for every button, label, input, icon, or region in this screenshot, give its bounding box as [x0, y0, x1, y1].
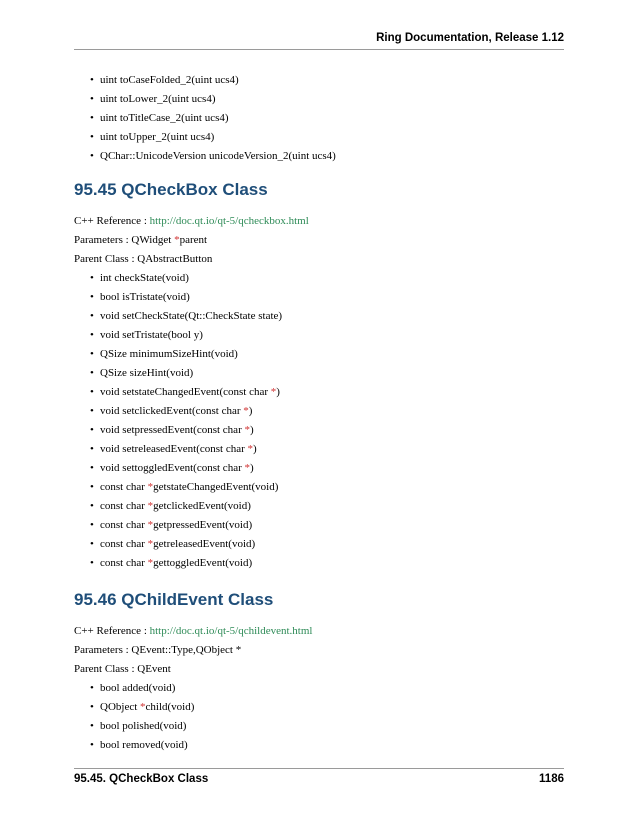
method-text: QObject: [100, 701, 141, 713]
method-text-tail: ): [249, 424, 254, 436]
pointer-star: *: [147, 557, 154, 569]
pointer-star: *: [140, 701, 146, 713]
method-item: [90, 535, 564, 554]
method-text: const char: [100, 500, 148, 512]
cpp-reference: [74, 622, 564, 641]
method-item: [90, 736, 564, 755]
page-header: [74, 32, 564, 50]
page-footer: [74, 768, 564, 785]
pointer-star: *: [244, 462, 250, 474]
pointer-star: *: [147, 519, 154, 531]
reference-label: C++ Reference :: [74, 215, 150, 227]
pointer-star: *: [174, 234, 180, 246]
list-item: • QChar::UnicodeVersion unicodeVersion_2(uint ucs4): [90, 147, 564, 166]
method-text-tail: child(void): [145, 701, 195, 713]
pointer-star: *: [147, 481, 154, 493]
qcheckbox-method-list: [74, 269, 564, 573]
pointer-star: *: [147, 500, 154, 512]
method-text: QSize minimumSizeHint(void): [100, 348, 238, 360]
parent-class: Parent Class : QAbstractButton: [74, 253, 213, 265]
method-text: bool isTristate(void): [100, 291, 190, 303]
qchildevent-method-list: [74, 679, 564, 755]
method-text: const char: [100, 538, 148, 550]
pointer-star: *: [247, 443, 254, 455]
method-text-tail: getstateChangedEvent(void): [153, 481, 279, 493]
method-item: [90, 698, 564, 717]
method-item: [90, 345, 564, 364]
method-text: bool removed(void): [100, 739, 188, 751]
list-item: • uint toLower_2(uint ucs4): [90, 90, 564, 109]
top-method-list: [74, 71, 564, 166]
parameters-suffix: parent: [179, 234, 208, 246]
method-item: [90, 679, 564, 698]
method-text: bool added(void): [100, 682, 176, 694]
list-item: • uint toTitleCase_2(uint ucs4): [90, 109, 564, 128]
parent-class: Parent Class : QEvent: [74, 663, 171, 675]
method-item: [90, 288, 564, 307]
method-item: [90, 383, 564, 402]
method-item: [90, 307, 564, 326]
method-item: [90, 421, 564, 440]
footer-section: 95.45. QCheckBox Class: [74, 773, 209, 785]
method-item: [90, 364, 564, 383]
method-item: [90, 516, 564, 535]
method-text: QSize sizeHint(void): [100, 367, 194, 379]
list-item: • uint toCaseFolded_2(uint ucs4): [90, 71, 564, 90]
method-text: void setCheckState(Qt::CheckState state): [100, 310, 283, 322]
reference-link[interactable]: http://doc.qt.io/qt-5/qchildevent.html: [149, 625, 313, 637]
method-item: [90, 269, 564, 288]
list-item: • uint toUpper_2(uint ucs4): [90, 128, 564, 147]
method-item: [90, 554, 564, 573]
pointer-star: *: [147, 538, 154, 550]
method-text: void settoggledEvent(const char: [100, 462, 245, 474]
method-text: bool polished(void): [100, 720, 187, 732]
method-text-tail: gettoggledEvent(void): [153, 557, 253, 569]
method-item: [90, 459, 564, 478]
section-heading-qchildevent: 95.46 QChildEvent Class: [74, 590, 274, 609]
method-text-tail: ): [248, 405, 253, 417]
section-heading-qcheckbox: 95.45 QCheckBox Class: [74, 180, 268, 199]
document-title: Ring Documentation, Release 1.12: [376, 32, 564, 44]
method-text: const char: [100, 519, 148, 531]
method-text-tail: getclickedEvent(void): [153, 500, 251, 512]
method-text: const char: [100, 557, 148, 569]
pointer-star: *: [243, 405, 249, 417]
pointer-star: *: [270, 386, 277, 398]
method-item: [90, 440, 564, 459]
method-text: int checkState(void): [100, 272, 189, 284]
cpp-reference: [74, 212, 564, 231]
method-item: [90, 497, 564, 516]
method-item: [90, 478, 564, 497]
reference-label: C++ Reference :: [74, 625, 150, 637]
method-text-tail: ): [253, 443, 257, 455]
method-text: void setstateChangedEvent(const char: [100, 386, 271, 398]
page-number: 1186: [539, 773, 564, 785]
page-content: [74, 70, 564, 755]
pointer-star: *: [244, 424, 250, 436]
method-text-tail: ): [276, 386, 280, 398]
method-item: [90, 717, 564, 736]
method-text-tail: ): [250, 462, 254, 474]
method-text: const char: [100, 481, 148, 493]
reference-link[interactable]: http://doc.qt.io/qt-5/qcheckbox.html: [149, 215, 309, 227]
parameters: [74, 231, 564, 250]
method-item: [90, 402, 564, 421]
method-text: void setclickedEvent(const char: [100, 405, 244, 417]
method-text-tail: getpressedEvent(void): [153, 519, 253, 531]
method-text-tail: getreleasedEvent(void): [153, 538, 256, 550]
method-text: void setreleasedEvent(const char: [100, 443, 248, 455]
method-item: [90, 326, 564, 345]
parameters-prefix: Parameters : QWidget: [74, 234, 175, 246]
method-text: void setpressedEvent(const char: [100, 424, 245, 436]
parameters: Parameters : QEvent::Type,QObject *: [74, 644, 242, 656]
method-text: void setTristate(bool y): [100, 329, 203, 341]
